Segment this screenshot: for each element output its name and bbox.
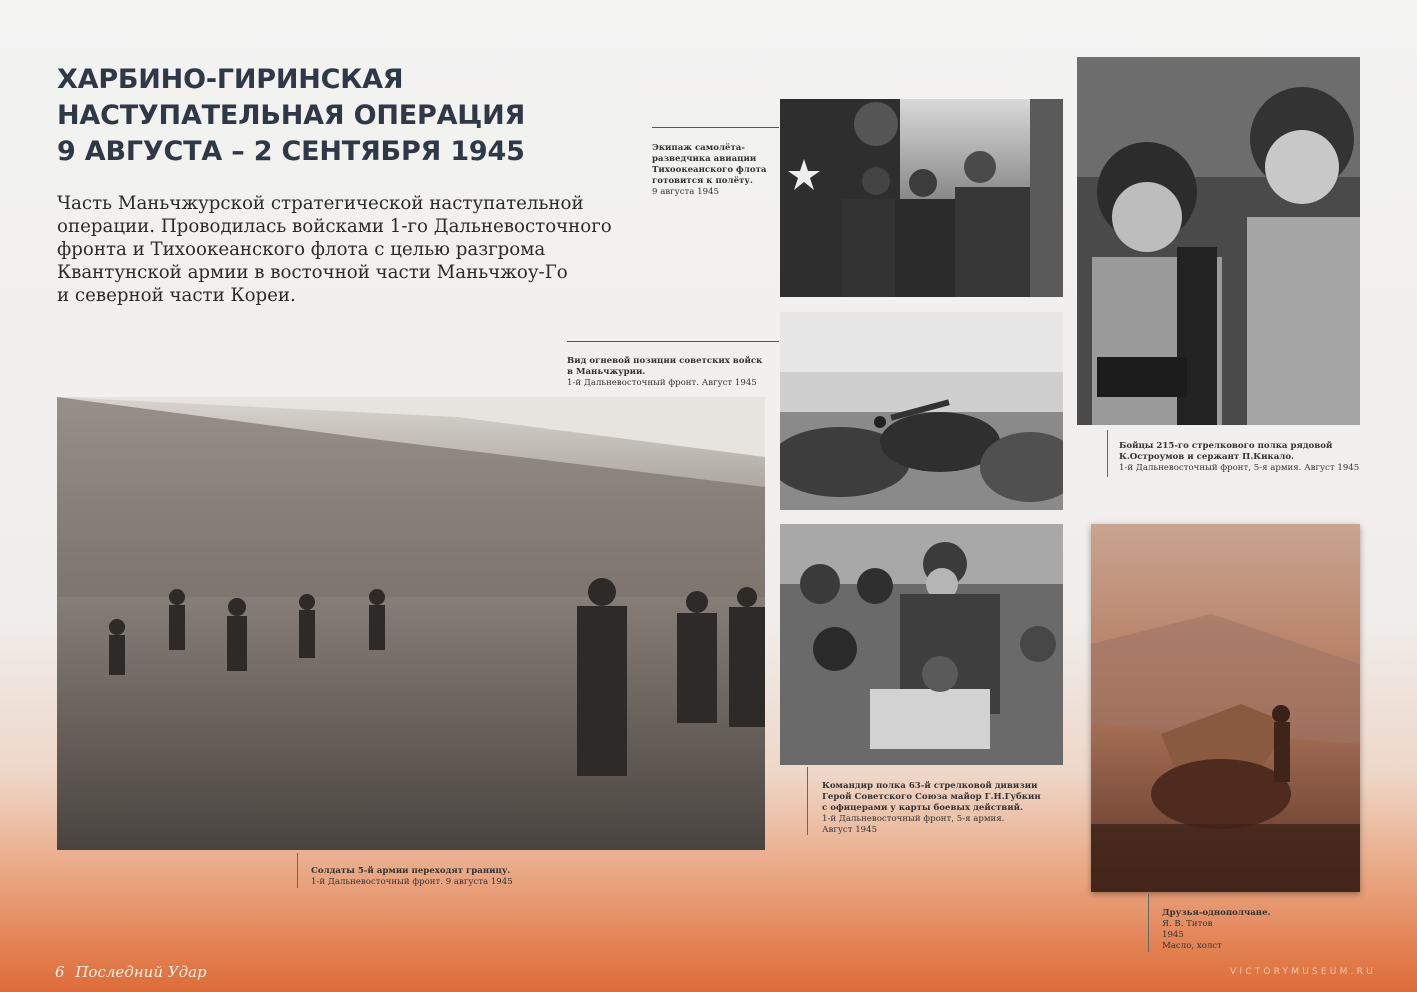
- painting-image: [1091, 524, 1360, 892]
- intro-paragraph: [57, 192, 617, 307]
- caption-title-line: Тихоокеанского флота: [652, 165, 767, 175]
- caption-title-line: Экипаж самолёта-: [652, 143, 745, 153]
- fighters-caption: [1119, 441, 1359, 474]
- caption-title-line: Вид огневой позиции советских войск: [567, 356, 763, 366]
- caption-info-line: 1-й Дальневосточный фронт. Август 1945: [567, 378, 757, 388]
- caption-title-line: Командир полка 63-й стрелковой дивизии: [822, 781, 1038, 791]
- caption-info-line: Масло, холст: [1162, 941, 1222, 951]
- commander-caption: [822, 781, 1041, 836]
- footer-site: VICTORYMUSEUM.RU: [1230, 967, 1376, 977]
- page-title: [57, 62, 617, 170]
- caption-title-line: Солдаты 5-й армии переходят границу.: [311, 866, 511, 876]
- caption-info-line: 9 августа 1945: [652, 187, 720, 197]
- caption-info-line: 1-й Дальневосточный фронт, 5-я армия. Август 1945: [1119, 463, 1360, 473]
- caption-title-line: Друзья-однополчане.: [1162, 908, 1271, 918]
- caption-info-line: 1945: [1162, 930, 1184, 940]
- caption-info-line: 1-й Дальневосточный фронт. 9 августа 1945: [311, 877, 513, 887]
- caption-title-line: разведчика авиации: [652, 154, 757, 164]
- crew-caption: [652, 143, 766, 198]
- fighters-caption-rule: [1107, 430, 1108, 477]
- intro-line-4: Квантунской армии в восточной части Маньчжоу-Го: [57, 262, 568, 283]
- caption-info-line: Я. В. Титов: [1162, 919, 1213, 929]
- fire-position-photo: [780, 312, 1063, 510]
- painting-caption-rule: [1148, 894, 1149, 952]
- intro-line-3: фронта и Тихоокеанского флота с целью разгрома: [57, 239, 546, 260]
- page-number: 6: [55, 963, 65, 981]
- caption-title-line: в Маньчжурии.: [567, 367, 646, 377]
- caption-title-line: готовится к полёту.: [652, 176, 753, 186]
- soldiers-caption-rule: [297, 853, 298, 888]
- crew-caption-rule: [652, 127, 779, 128]
- soldiers-caption: [311, 866, 513, 888]
- caption-title-line: Бойцы 215-го стрелкового полка рядовой: [1119, 441, 1333, 451]
- publication-name: Последний Удар: [75, 963, 207, 981]
- title-line-2: НАСТУПАТЕЛЬНАЯ ОПЕРАЦИЯ: [57, 100, 526, 131]
- title-line-3: 9 АВГУСТА – 2 СЕНТЯБРЯ 1945: [57, 136, 525, 167]
- caption-info-line: 1-й Дальневосточный фронт, 5-я армия.: [822, 814, 1005, 824]
- crew-photo: [780, 99, 1063, 297]
- caption-title-line: Герой Советского Союза майор Г.Н.Губкин: [822, 792, 1041, 802]
- intro-line-2: операции. Проводилась войсками 1-го Дальневосточного: [57, 216, 612, 237]
- fighters-photo: [1077, 57, 1360, 425]
- painting-caption: [1162, 908, 1271, 952]
- caption-title-line: с офицерами у карты боевых действий.: [822, 803, 1023, 813]
- title-line-1: ХАРБИНО-ГИРИНСКАЯ: [57, 64, 404, 95]
- fire-caption-rule: [567, 341, 779, 342]
- commander-caption-rule: [807, 767, 808, 835]
- caption-title-line: К.Остроумов и сержант П.Кикало.: [1119, 452, 1295, 462]
- commander-photo: [780, 524, 1063, 765]
- footer-left: [55, 963, 207, 981]
- caption-info-line: Август 1945: [822, 825, 878, 835]
- intro-line-5: и северной части Кореи.: [57, 285, 296, 306]
- intro-line-1: Часть Маньчжурской стратегической наступательной: [57, 193, 584, 214]
- fire-caption: [567, 356, 762, 389]
- soldiers-photo: [57, 397, 765, 850]
